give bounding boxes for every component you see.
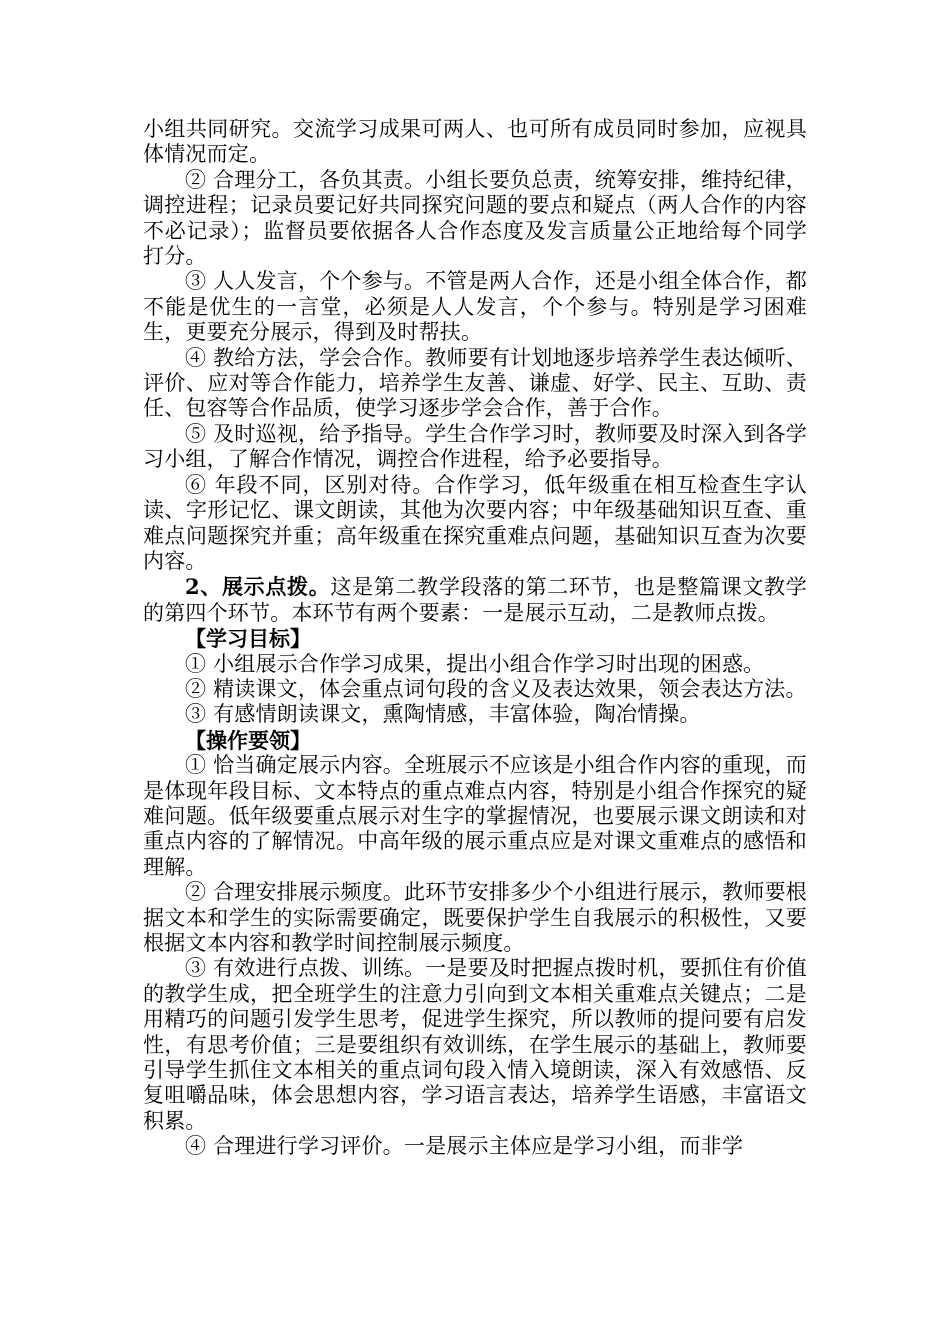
- paragraph-evaluation: ④ 合理进行学习评价。一是展示主体应是学习小组，而非学: [185, 1134, 744, 1159]
- section-lead-body: 这是第二教学段落的第二环节，也是整篇课文教学的第四个环节。本环节有两个要素：一是展示互动，二是教师点拨。: [143, 575, 807, 625]
- paragraph-division-of-labor: ② 合理分工，各负其责。小组长要负总责，统筹安排，维持纪律，调控进程；记录员要记好共同探究问题的要点和疑点（两人合作的内容不必记录）；监督员要依据各人合作态度及发言质量公正地给每个同学打分。: [143, 167, 807, 269]
- heading-operation-essentials: 【操作要领】: [185, 727, 311, 753]
- section-lead-title: 2、展示点拨。: [185, 574, 331, 600]
- document-page: [143, 117, 807, 1160]
- heading-learning-goals: 【学习目标】: [185, 626, 311, 652]
- paragraph-goal-3: ③ 有感情朗读课文，熏陶情感，丰富体验，陶冶情操。: [185, 702, 701, 727]
- paragraph-display-guidance: [143, 574, 807, 626]
- paragraph-goal-1: ① 小组展示合作学习成果，提出小组合作学习时出现的困惑。: [185, 651, 765, 676]
- paragraph-timely-guidance: ⑤ 及时巡视，给予指导。学生合作学习时，教师要及时深入到各学习小组，了解合作情况，调控合作进程，给予必要指导。: [143, 421, 807, 472]
- paragraph-group-research: 小组共同研究。交流学习成果可两人、也可所有成员同时参加，应视具体情况而定。: [143, 117, 807, 167]
- paragraph-display-frequency: ② 合理安排展示频度。此环节安排多少个小组进行展示，教师要根据文本和学生的实际需要确定，既要保护学生自我展示的积极性，又要根据文本内容和教学时间控制展示频度。: [143, 880, 807, 955]
- paragraph-teach-methods: ④ 教给方法，学会合作。教师要有计划地逐步培养学生表达倾听、评价、应对等合作能力，培养学生友善、谦虚、好学、民主、互助、责任、包容等合作品质，使学习逐步学会合作，善于合作。: [143, 345, 807, 421]
- paragraph-effective-guidance: ③ 有效进行点拨、训练。一是要及时把握点拨时机，要抓住有价值的教学生成，把全班学生的注意力引向到文本相关重难点关键点；二是用精巧的问题引发学生思考，促进学生探究，所以教师的提问要有启发性，有思考价值；三是要组织有效训练，在学生展示的基础上，教师要引导学生抓住文本相关的重点词句段入情入境朗读，深入有效感悟、反复咀嚼品味，体会思想内容，学习语言表达，培养学生语感，丰富语文积累。: [143, 956, 807, 1133]
- paragraph-goal-2: ② 精读课文，体会重点词句段的含义及表达效果，领会表达方法。: [185, 676, 807, 701]
- paragraph-grade-differences: ⑥ 年段不同，区别对待。合作学习，低年级重在相互检查生字认读、字形记忆、课文朗读，其他为次要内容；中年级基础知识互查、重难点问题探究并重；高年级重在探究重难点问题，基础知识互查为次要内容。: [143, 472, 807, 573]
- paragraph-display-content: ① 恰当确定展示内容。全班展示不应该是小组合作内容的重现，而是体现年段目标、文本特点的重点难点内容，特别是小组合作探究的疑难问题。低年级要重点展示对生字的掌握情况，也要展示课文朗读和对重点内容的了解情况。中高年级的展示重点应是对课文重难点的感悟和理解。: [143, 753, 807, 879]
- paragraph-everyone-speaks: ③ 人人发言，个个参与。不管是两人合作，还是小组全体合作，都不能是优生的一言堂，必须是人人发言，个个参与。特别是学习困难生，更要充分展示，得到及时帮扶。: [143, 269, 807, 345]
